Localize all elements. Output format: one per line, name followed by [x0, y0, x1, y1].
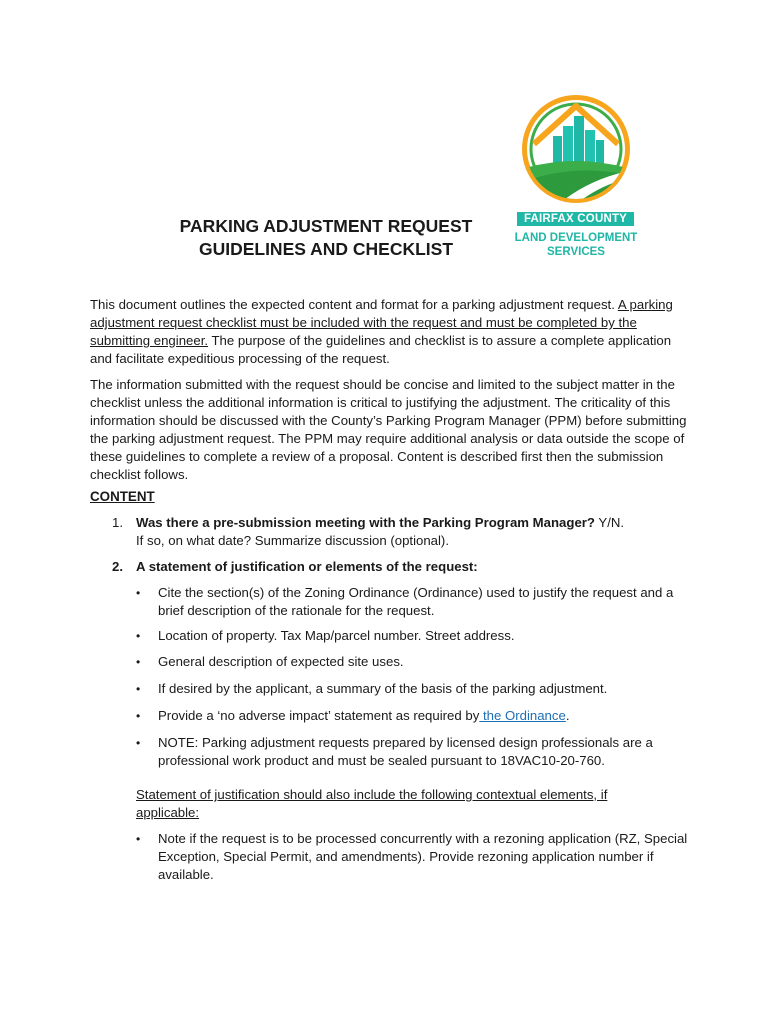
checklist-item-2 [112, 558, 692, 576]
item-1-question: Was there a pre-submission meeting with the Parking Program Manager? [136, 515, 595, 530]
bullet-text: If desired by the applicant, a summary of the basis of the parking adjustment. [158, 681, 608, 696]
list-item [136, 734, 691, 770]
bullet-icon: • [136, 655, 141, 669]
bullet-icon: • [136, 586, 141, 600]
item-1-answer: Y/N. [594, 515, 625, 530]
item-1-followup: If so, on what date? Summarize discussion (optional). [136, 533, 449, 548]
bullet-text: General description of expected site uses. [158, 654, 404, 669]
title-line-2: GUIDELINES AND CHECKLIST [198, 239, 454, 259]
title-line-1: PARKING ADJUSTMENT REQUEST [179, 216, 473, 236]
bullet-5-period: . [565, 708, 570, 723]
contextual-elements-statement: Statement of justification should also include the following contextual elements, if applicable: [136, 787, 608, 820]
intro-paragraph-2: The information submitted with the request should be concise and limited to the subject matter in the checklist unless the additional information is critical to justifying the adjustment. The criticality of this information should be discussed with the County’s Parking Program Manager (PPM) before submitting the parking adjustment request. The PPM may require additional analysis or data outside the scope of these guidelines to complete a review of a proposal. Content is described first then the submission checklist follows. [90, 377, 687, 482]
bullet-icon: • [136, 736, 141, 750]
ordinance-link[interactable]: the Ordinance [479, 708, 566, 723]
content-heading: CONTENT [90, 489, 155, 504]
bullet-text: Note if the request is to be processed concurrently with a rezoning application (RZ, Special Exception, Special Permit, and amendments). Provide rezoning application number if available. [158, 831, 688, 882]
bullet-icon: • [136, 709, 141, 723]
item-2-number: 2. [112, 559, 123, 574]
intro-p1-requirement: A parking adjustment request checklist must be included with the request and must be completed by the submitting engineer. [90, 297, 673, 348]
list-item [136, 680, 691, 698]
list-item [136, 830, 691, 884]
logo-line-2: LAND DEVELOPMENT [514, 232, 638, 244]
bullet-text: NOTE: Parking adjustment requests prepared by licensed design professionals are a professional work product and must be sealed pursuant to 18VAC10-20-760. [158, 735, 653, 768]
bullet-5-text: Provide a ‘no adverse impact’ statement as required by [158, 708, 480, 723]
item-2-heading: A statement of justification or elements of the request: [136, 559, 478, 574]
list-item [136, 707, 691, 725]
intro-p1-end: The purpose of the guidelines and checklist is to assure a complete application and facilitate expeditious processing of the request. [90, 333, 672, 366]
bullet-icon: • [136, 682, 141, 696]
city-landscape-icon [512, 92, 640, 210]
logo-county-badge: FAIRFAX COUNTY [517, 212, 634, 226]
bullet-text: Location of property. Tax Map/parcel number. Street address. [158, 628, 515, 643]
fairfax-logo [512, 92, 640, 270]
intro-paragraph-1 [90, 296, 690, 368]
list-item [136, 627, 691, 645]
list-item [136, 584, 691, 620]
bullet-text: Cite the section(s) of the Zoning Ordinance (Ordinance) used to justify the request and a brief description of the rationale for the request. [158, 585, 674, 618]
item-1-number: 1. [112, 515, 123, 530]
logo-line-3: SERVICES [547, 246, 605, 258]
intro-p1-start: This document outlines the expected content and format for a parking adjustment request. [90, 297, 618, 312]
checklist-item-1 [112, 514, 692, 550]
bullet-icon: • [136, 629, 141, 643]
bullet-icon: • [136, 832, 141, 846]
document-title [140, 215, 512, 261]
list-item [136, 653, 691, 671]
